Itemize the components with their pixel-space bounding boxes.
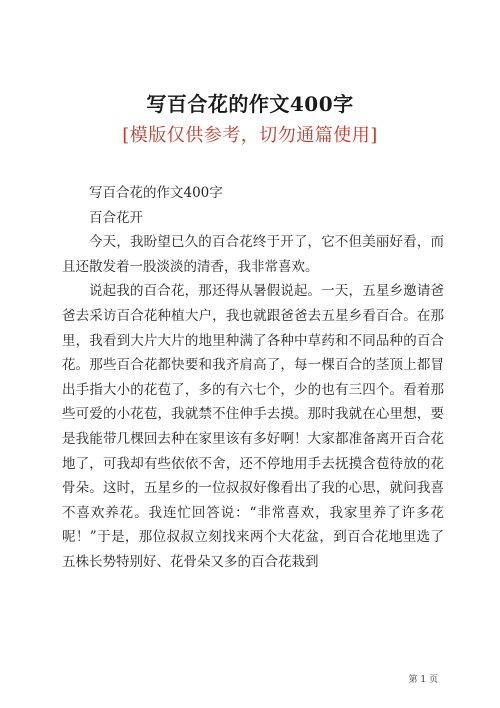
essay-paragraph: 今天，我盼望已久的百合花终于开了，它不但美丽好看，而且还散发着一股淡淡的清香，我非常喜欢。 [62,234,444,275]
document-subtitle: [模版仅供参考，切勿通篇使用] [122,125,378,146]
essay-paragraph: 说起我的百合花，那还得从暑假说起。一天，五星乡邀请爸爸去采访百合花种植大户，我也就跟爸爸去五星乡看百合。在那里，我看到大片大片的地里种满了各种中草药和不同品种的百合花。那些百合花都快要和我齐肩高了，每一棵百合的茎顶上都冒出手指大小的花苞了，多的有六七个，少的也有三四个。看着那些可爱的小花苞，我就禁不住伸手去摸。那时我就在心里想，要是我能带几棵回去种在家里该有多好啊！大家都准备离开百合花地了，可我却有些依依不舍，还不停地用手去抚摸含苞待放的花骨朵。这时，五星乡的一位叔叔好像看出了我的心思，就问我喜不喜欢养花。我连忙回答说：“非常喜欢，我家里养了许多花呢！”于是，那位叔叔立刻找来两个大花盆，到百合花地里选了五株长势特别好、花骨朵又多的百合花栽到 [62,283,444,570]
essay-subheading: 百合花开 [89,209,143,226]
document-body [62,181,444,575]
page-number: 第 1 页 [408,675,438,685]
document-title: 写百合花的作文400字 [146,92,354,116]
essay-heading: 写百合花的作文400字 [89,185,223,201]
